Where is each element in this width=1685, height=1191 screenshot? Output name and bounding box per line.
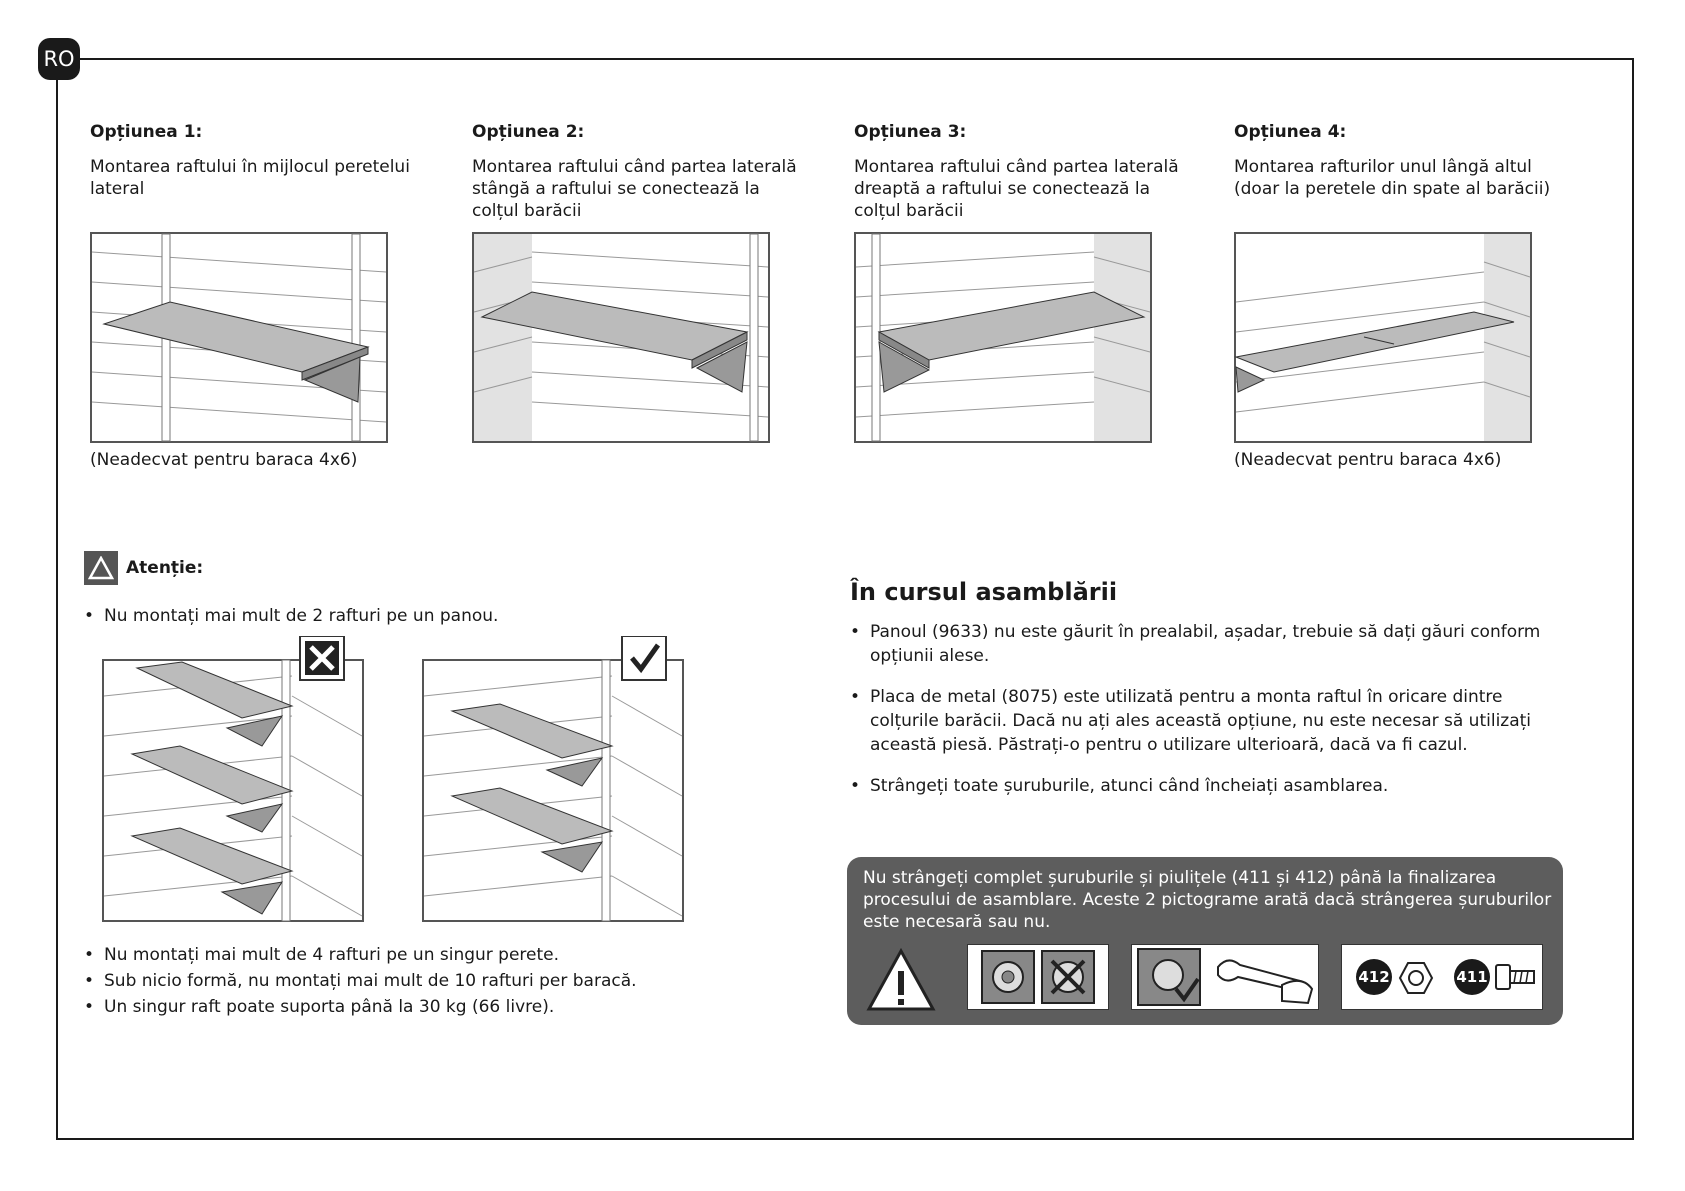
warning-triangle-icon bbox=[84, 551, 118, 585]
attention-header bbox=[84, 551, 203, 585]
assembly-bullet: • Panoul (9633) nu este găurit în prealabil, așadar, trebuie să dați găuri conform opțiunii alese. bbox=[850, 620, 1550, 668]
option-3-title: Opțiunea 3: bbox=[854, 122, 967, 142]
option-1-title: Opțiunea 1: bbox=[90, 122, 203, 142]
assembly-bullet: • Strângeți toate șuruburile, atunci când încheiați asamblarea. bbox=[850, 774, 1550, 798]
caution-triangle-icon bbox=[865, 947, 937, 1013]
assembly-bullet: • Placa de metal (8075) este utilizată pentru a monta raftul în oricare dintre colțurile barăcii. Dacă nu ați ales această opțiune, nu este necesar să utilizați această piesă. Păstrați-o pentru o utilizare ulterioară, dacă va fi cazul. bbox=[850, 685, 1550, 757]
correct-example-illustration bbox=[422, 636, 684, 922]
attention-bullet: • Nu montați mai mult de 2 rafturi pe un panou. bbox=[84, 606, 498, 626]
language-badge: RO bbox=[38, 38, 80, 80]
option-4-illustration bbox=[1234, 232, 1532, 443]
attention-bullet: • Sub nicio formă, nu montați mai mult de 10 rafturi per baracă. bbox=[84, 968, 637, 994]
assembly-bullet-list bbox=[850, 620, 1550, 798]
bolt-icon bbox=[1494, 959, 1538, 997]
assembly-section-title: În cursul asamblării bbox=[850, 578, 1118, 606]
option-4-description: Montarea rafturilor unul lângă altul (doar la peretele din spate al barăcii) bbox=[1234, 157, 1551, 199]
attention-bullet: • Nu montați mai mult de 4 rafturi pe un singur perete. bbox=[84, 942, 637, 968]
attention-bullet-list-bottom bbox=[84, 942, 637, 1020]
option-4-note: (Neadecvat pentru baraca 4x6) bbox=[1234, 450, 1502, 470]
option-2-description: Montarea raftului când partea laterală stângă a raftului se conectează la colțul barăcii bbox=[472, 157, 797, 221]
part-number-badge: 412 bbox=[1356, 959, 1392, 995]
option-3-illustration bbox=[854, 232, 1152, 443]
part-number-badge: 411 bbox=[1454, 959, 1490, 995]
attention-bullet: • Un singur raft poate suporta până la 30 kg (66 livre). bbox=[84, 994, 637, 1020]
option-2-title: Opțiunea 2: bbox=[472, 122, 585, 142]
option-1-description: Montarea raftului în mijlocul peretelui lateral bbox=[90, 157, 410, 199]
attention-bullet-list-top bbox=[84, 606, 498, 626]
option-1-note: (Neadecvat pentru baraca 4x6) bbox=[90, 450, 358, 470]
tightening-notice-text: Nu strângeți complet șuruburile și piulițele (411 și 412) până la finalizarea procesului de asamblare. Aceste 2 pictograme arată dacă strângerea șuruburilor este necesară sau nu. bbox=[863, 868, 1552, 932]
tighten-bolts-pictogram bbox=[1131, 944, 1319, 1010]
option-4-title: Opțiunea 4: bbox=[1234, 122, 1347, 142]
loose-bolts-pictogram bbox=[967, 944, 1109, 1010]
tightening-notice-box bbox=[847, 857, 1563, 1025]
attention-title: Atenție: bbox=[126, 558, 204, 578]
incorrect-example-illustration bbox=[102, 636, 364, 922]
hardware-parts-pictogram bbox=[1341, 944, 1543, 1010]
option-3-description: Montarea raftului când partea laterală dreaptă a raftului se conectează la colțul barăcii bbox=[854, 157, 1179, 221]
option-1-illustration bbox=[90, 232, 388, 443]
option-2-illustration bbox=[472, 232, 770, 443]
nut-icon bbox=[1398, 961, 1434, 995]
